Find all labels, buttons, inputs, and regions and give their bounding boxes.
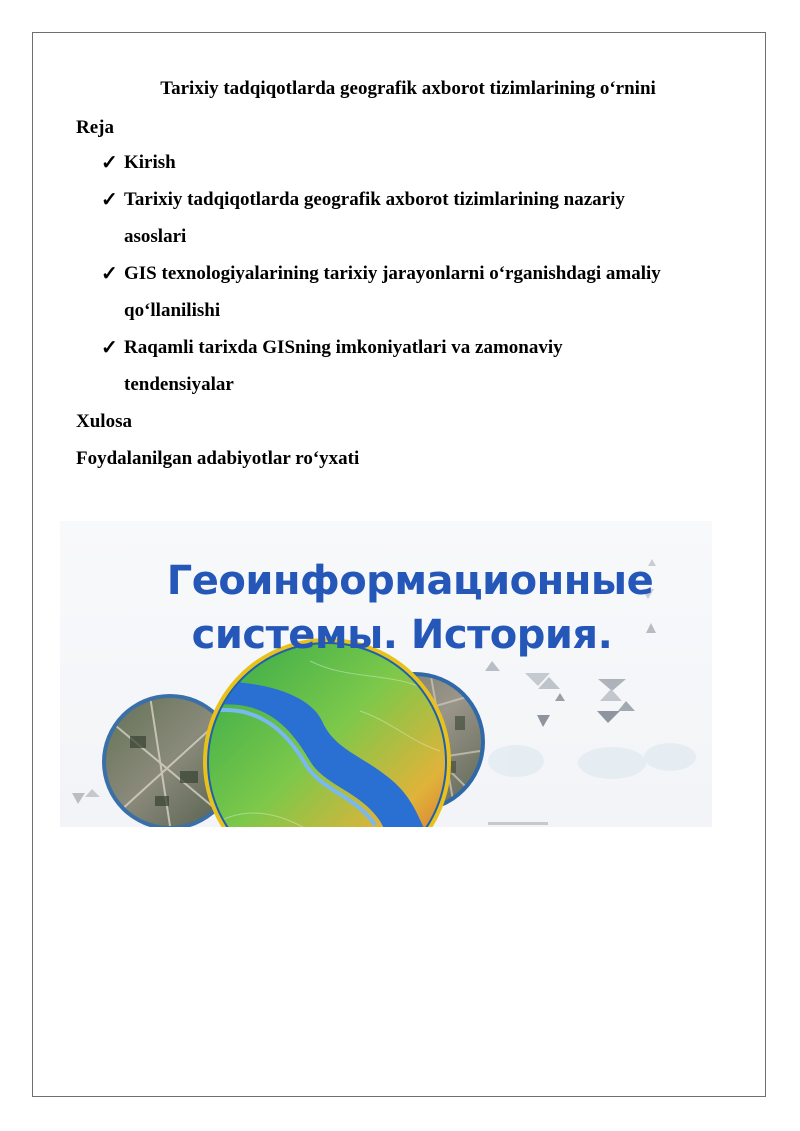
check-mark-icon: ✓ — [101, 189, 118, 211]
document-title: Tarixiy tadqiqotlarda geografik axborot tizimlarining o‘rnini — [160, 78, 656, 99]
plan-item-3-line-1: GIS texnologiyalarining tarixiy jarayonlarni o‘rganishdagi amaliy — [124, 263, 661, 284]
plan-item-3-line-2: qo‘llanilishi — [124, 300, 221, 321]
plan-heading: Reja — [76, 117, 114, 138]
references-heading: Foydalanilgan adabiyotlar ro‘yxati — [76, 448, 360, 469]
check-mark-icon: ✓ — [101, 263, 118, 285]
conclusion-heading: Xulosa — [76, 411, 132, 432]
plan-item-4-line-1: Raqamli tarixda GISning imkoniyatlari va zamonaviy — [124, 337, 563, 358]
plan-item-2-line-2: asoslari — [124, 226, 187, 247]
plan-item-1-line-1: Kirish — [124, 152, 176, 173]
check-mark-icon: ✓ — [101, 152, 118, 174]
check-mark-icon: ✓ — [101, 337, 118, 359]
banner-title-line-2: системы. История. — [191, 612, 613, 658]
plan-item-2-line-1: Tarixiy tadqiqotlarda geografik axborot tizimlarining nazariy — [124, 189, 625, 210]
plan-item-4-line-2: tendensiyalar — [124, 374, 234, 395]
gis-banner-image — [60, 521, 712, 827]
terrain-map-center — [203, 638, 451, 827]
banner-title-line-1: Геоинформационные — [166, 558, 654, 604]
